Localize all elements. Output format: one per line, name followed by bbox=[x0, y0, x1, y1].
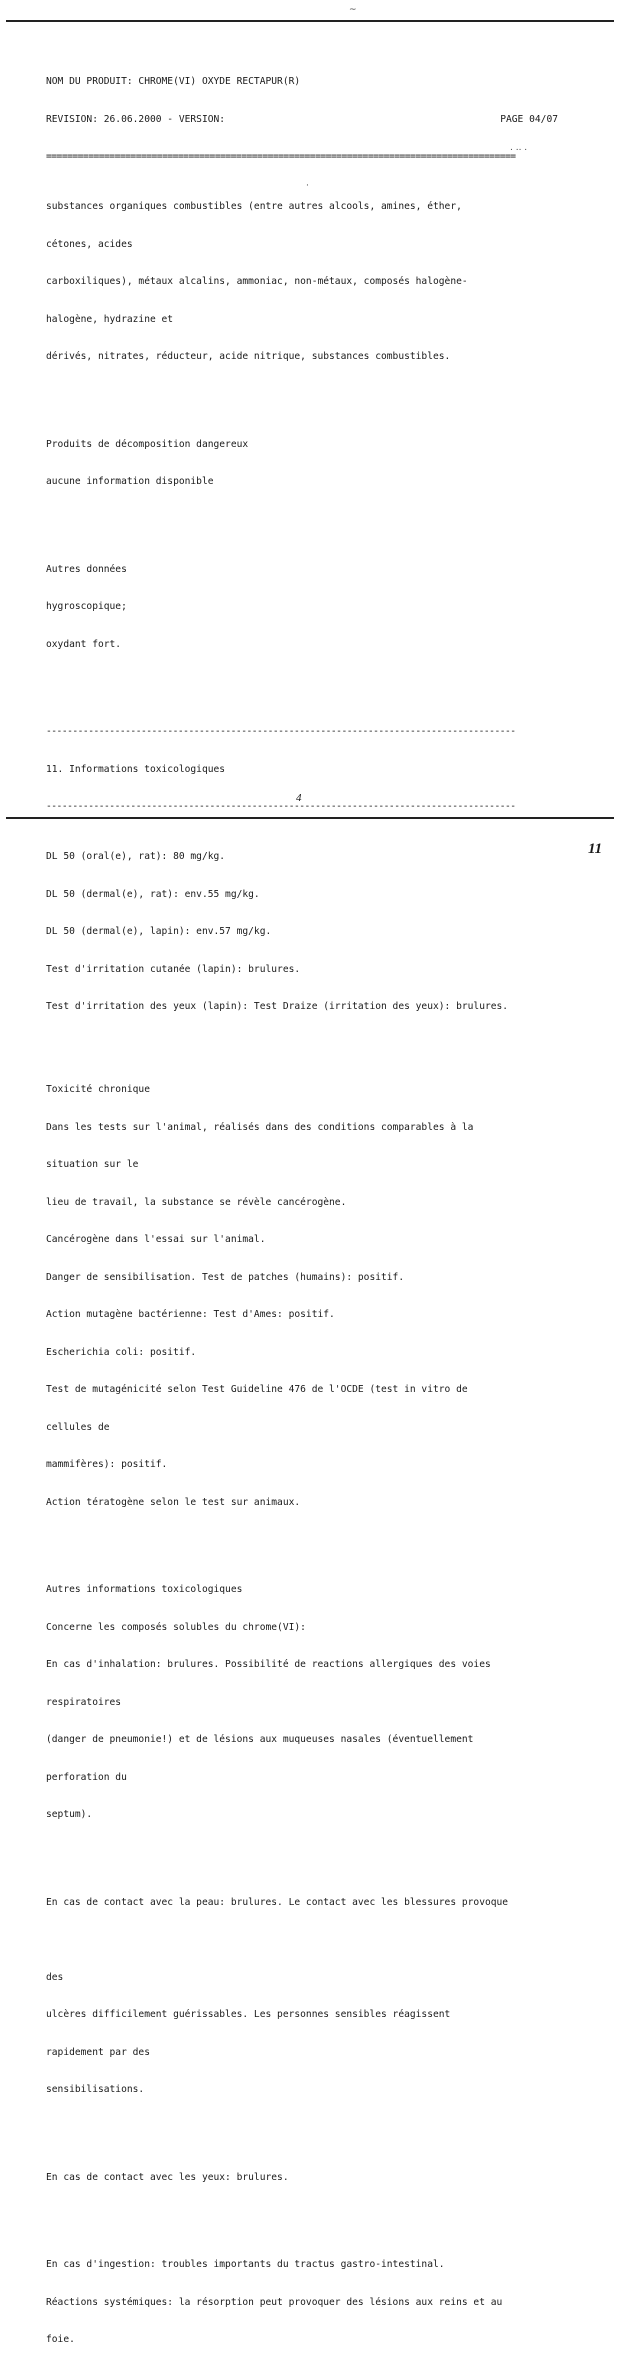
text-line: cétones, acides bbox=[46, 238, 133, 250]
single-separator: ----------------------------------------------------------------------------------------- bbox=[46, 801, 516, 812]
text-line: Cancérogène dans l'essai sur l'animal. bbox=[46, 1234, 266, 1245]
text-line: foie. bbox=[46, 2334, 75, 2345]
text-line: dérivés, nitrates, réducteur, acide nitrique, substances combustibles. bbox=[46, 351, 451, 362]
document-body bbox=[46, 51, 566, 2359]
text-line: aucune information disponible bbox=[46, 476, 214, 487]
top-rule bbox=[6, 20, 614, 22]
text-line: halogène, hydrazine et bbox=[46, 313, 174, 325]
revision-label: REVISION: 26.06.2000 - VERSION: bbox=[46, 113, 226, 125]
text-line: cellules de bbox=[46, 1421, 110, 1433]
scan-speck: ~ bbox=[349, 5, 357, 15]
text-line: perforation du bbox=[46, 1771, 127, 1783]
subheading: Produits de décomposition dangereux bbox=[46, 438, 249, 450]
subheading: Toxicité chronique bbox=[46, 1084, 150, 1095]
revision-row bbox=[46, 114, 558, 127]
text-line: septum). bbox=[46, 1809, 93, 1820]
scan-speck: · bbox=[306, 181, 309, 191]
text-line: ulcères difficilement guérissables. Les personnes sensibles réagissent bbox=[46, 2009, 451, 2020]
text-line: carboxiliques), métaux alcalins, ammoniac, non-métaux, composés halogène- bbox=[46, 276, 468, 287]
text-line: situation sur le bbox=[46, 1159, 139, 1170]
text-line: Action tératogène selon le test sur animaux. bbox=[46, 1496, 301, 1508]
double-separator: ========================================================================================= bbox=[46, 151, 516, 162]
text-line: substances organiques combustibles (entre autres alcools, amines, éther, bbox=[46, 201, 462, 212]
text-line: mammifères): positif. bbox=[46, 1459, 168, 1470]
text-line: (danger de pneumonie!) et de lésions aux muqueuses nasales (éventuellement bbox=[46, 1734, 474, 1745]
page-indicator: PAGE 04/07 bbox=[500, 113, 558, 125]
text-line: Escherichia coli: positif. bbox=[46, 1346, 197, 1358]
subheading: Autres données bbox=[46, 563, 127, 575]
text-line: En cas d'inhalation: brulures. Possibilité de reactions allergiques des voies bbox=[46, 1659, 491, 1670]
handwritten-page-number: 11 bbox=[588, 841, 603, 857]
text-line: hygroscopique; bbox=[46, 601, 127, 612]
text-line: Action mutagène bactérienne: Test d'Ames: positif. bbox=[46, 1309, 335, 1320]
text-line: DL 50 (oral(e), rat): 80 mg/kg. bbox=[46, 851, 226, 862]
text-line: lieu de travail, la substance se révèle cancérogène. bbox=[46, 1196, 347, 1208]
text-line: En cas de contact avec la peau: brulures. Le contact avec les blessures provoque bbox=[46, 1896, 509, 1908]
text-line: respiratoires bbox=[46, 1696, 122, 1708]
text-line: Danger de sensibilisation. Test de patches (humains): positif. bbox=[46, 1271, 405, 1283]
scan-speck: . .. . bbox=[510, 143, 528, 153]
text-line: sensibilisations. bbox=[46, 2084, 145, 2095]
text-line: Test de mutagénicité selon Test Guideline 476 de l'OCDE (test in vitro de bbox=[46, 1384, 468, 1395]
subheading: Autres informations toxicologiques bbox=[46, 1584, 243, 1595]
text-line: DL 50 (dermal(e), rat): env.55 mg/kg. bbox=[46, 888, 260, 900]
text-line: Test d'irritation des yeux (lapin): Test Draize (irritation des yeux): brulures. bbox=[46, 1001, 509, 1012]
text-line: rapidement par des bbox=[46, 2046, 150, 2058]
page-number: 4 bbox=[296, 792, 302, 804]
text-line: Réactions systémiques: la résorption peut provoquer des lésions aux reins et au bbox=[46, 2296, 503, 2308]
text-line: des bbox=[46, 1971, 64, 1983]
text-line: Concerne les composés solubles du chrome(VI): bbox=[46, 1621, 306, 1633]
text-line: Dans les tests sur l'animal, réalisés dans des conditions comparables à la bbox=[46, 1121, 474, 1133]
text-line: En cas d'ingestion: troubles importants du tractus gastro-intestinal. bbox=[46, 2259, 445, 2270]
product-name: NOM DU PRODUIT: CHROME(VI) OXYDE RECTAPUR(R) bbox=[46, 76, 301, 87]
text-line: En cas de contact avec les yeux: brulures. bbox=[46, 2171, 289, 2183]
text-line: Test d'irritation cutanée (lapin): brulures. bbox=[46, 963, 301, 975]
bottom-rule bbox=[6, 817, 614, 819]
text-line: DL 50 (dermal(e), lapin): env.57 mg/kg. bbox=[46, 926, 272, 937]
single-separator: ----------------------------------------------------------------------------------------- bbox=[46, 726, 516, 737]
text-line: oxydant fort. bbox=[46, 638, 122, 650]
section-title: 11. Informations toxicologiques bbox=[46, 763, 226, 775]
